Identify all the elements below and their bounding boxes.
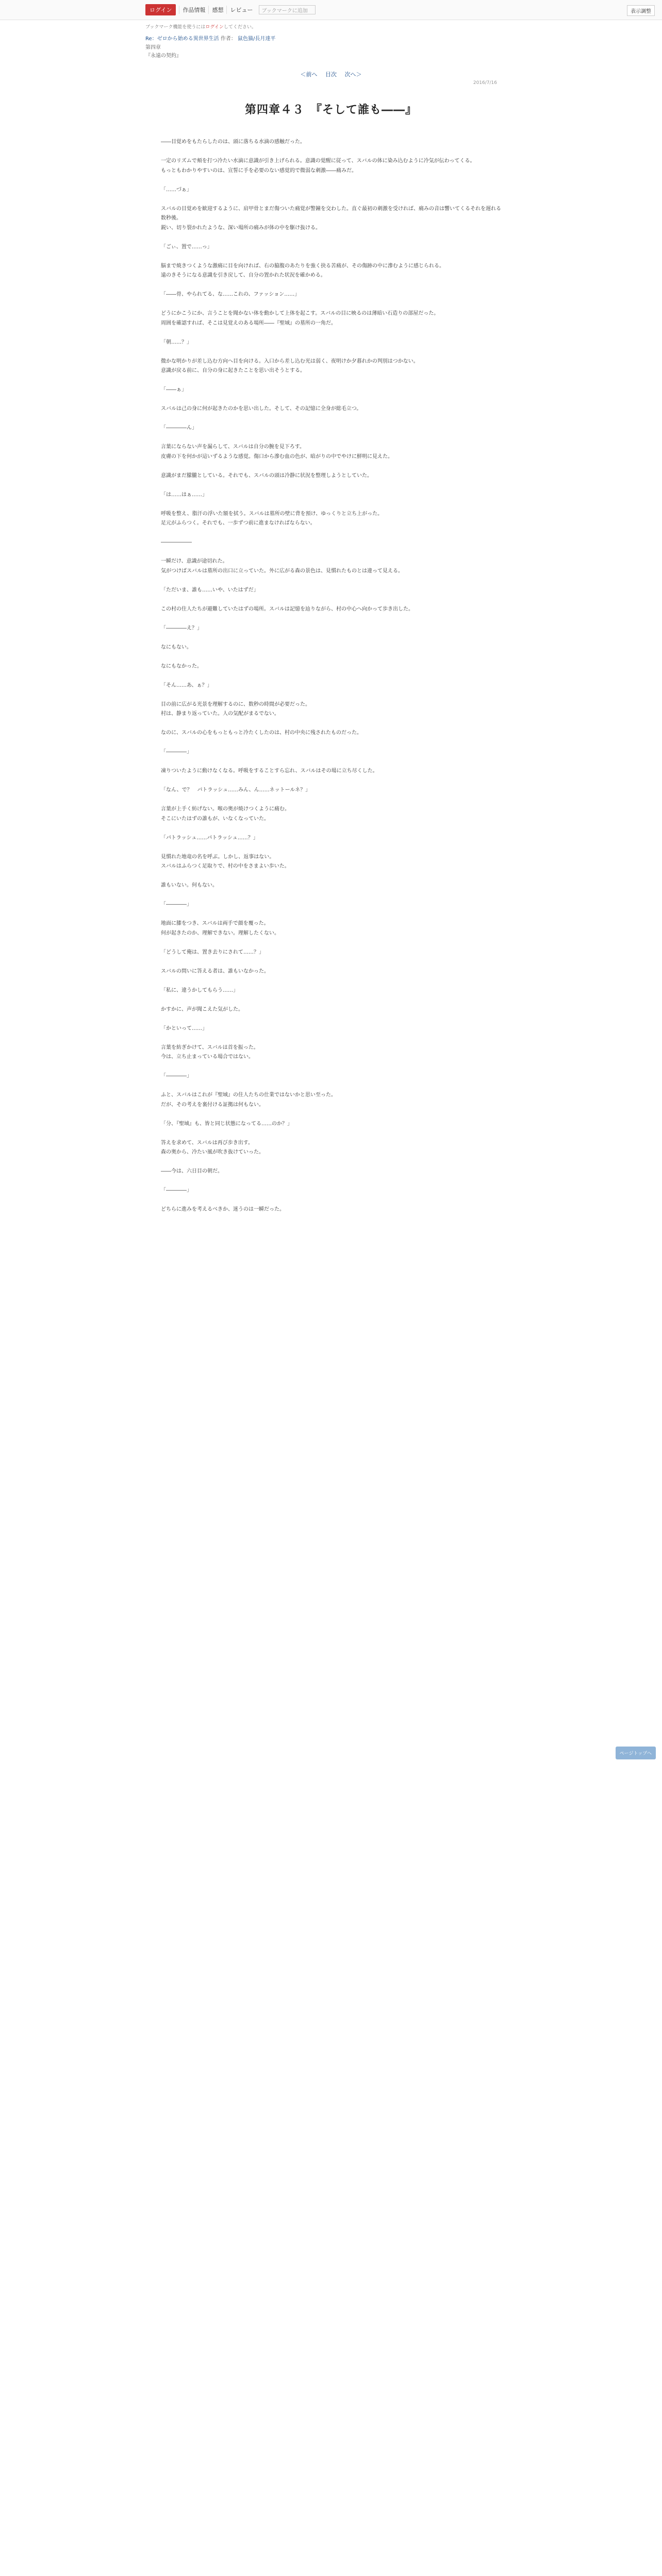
novel-paragraph: 一瞬だけ、意識が途切れた。 — [161, 558, 228, 564]
author-label: 作者： — [220, 36, 236, 42]
novel-paragraph — [161, 776, 501, 786]
novel-paragraph: 意識が戻る前に、自分の身に起きたことを思い出そうとする。 — [161, 368, 305, 374]
novel-paragraph: 森の奥から、冷たい風が吹き抜けていった。 — [161, 1149, 264, 1155]
novel-paragraph — [161, 147, 501, 157]
login-button[interactable]: ログイン — [145, 4, 176, 15]
novel-paragraph: 「――ぁ」 — [161, 387, 187, 393]
chapter-title: 第四章４３ 『そして誰も――』 — [244, 104, 417, 116]
publish-date: 2016/7/16 — [473, 80, 497, 86]
novel-paragraph — [161, 719, 501, 729]
novel-paragraph — [161, 843, 501, 853]
bookmark-login-link[interactable]: ログイン — [205, 25, 224, 30]
novel-paragraph: ふと、スバルはこれが『聖域』の住人たちの仕業ではないかと思い至った。 — [161, 1092, 336, 1098]
novel-paragraph — [161, 595, 501, 605]
novel-paragraph: 脳まで焼きつくような激痛に目を向ければ、右の脇腹のあたりを強く抉る苦痛が、その傷跡の中に滲むように感じられる。 — [161, 263, 444, 269]
top-navigation-bar — [0, 0, 662, 20]
novel-paragraph — [161, 1081, 501, 1091]
novel-paragraph: 皮膚の下を何かが這いずるような感覚。傷口から滲む血の色が、暗がりの中でやけに鮮明に見えた。 — [161, 453, 393, 460]
novel-paragraph — [161, 976, 501, 986]
novel-paragraph — [161, 548, 501, 557]
novel-paragraph — [161, 738, 501, 748]
chapter-pager — [0, 70, 662, 78]
novel-paragraph — [161, 233, 501, 243]
nav-work-info[interactable]: 作品情報 — [179, 6, 208, 14]
author-link[interactable]: 鼠色猫/長月達平 — [238, 36, 276, 42]
novel-paragraph: もっともわかりやすいのは、宣誓に手を必要のない感覚的で微弱な刺激――痛みだ。 — [161, 167, 357, 174]
novel-paragraph: 「――――」 — [161, 902, 192, 907]
novel-paragraph: なにもない。 — [161, 644, 192, 650]
novel-paragraph: スバルの目覚めを歓迎するように、肩甲骨とまだ傷ついた痛覚が警鐘を交わした。直ぐ最初の刺激を受ければ、痛みの音は響いてくるそれを遅れる数秒後。 — [161, 206, 501, 221]
novel-paragraph — [161, 1129, 501, 1139]
nav-impressions[interactable]: 感想 — [208, 6, 226, 14]
novel-paragraph — [161, 433, 501, 443]
novel-paragraph: 足元がふらつく。それでも、一歩ずつ前に進まなければならない。 — [161, 520, 316, 526]
novel-paragraph: 「――――え？」 — [161, 625, 202, 631]
chapter-group: 第四章 — [145, 45, 161, 50]
novel-paragraph — [161, 347, 501, 357]
novel-paragraph: 「――――」 — [161, 1073, 192, 1079]
novel-body — [161, 138, 501, 1215]
novel-paragraph: 「朝……？」 — [161, 339, 192, 345]
novel-paragraph: ――目覚めをもたらしたのは、頭に落ちる水滴の感触だった。 — [161, 139, 305, 145]
series-title-link[interactable]: Re：ゼロから始める異世界生活 — [145, 36, 219, 42]
nav-reviews[interactable]: レビュー — [226, 6, 256, 14]
novel-paragraph — [161, 529, 501, 538]
novel-paragraph — [161, 671, 501, 681]
novel-paragraph: 遠のきそうになる意識を引き戻して、自分の置かれた状況を確かめる。 — [161, 273, 326, 278]
novel-paragraph: そこにいたはずの誰もが、いなくなっていた。 — [161, 816, 269, 822]
novel-paragraph — [161, 481, 501, 490]
novel-paragraph: スバルの問いに答える者は、誰もいなかった。 — [161, 968, 269, 974]
novel-paragraph: 意識がまだ朦朧としている。それでも、スバルの頭は冷静に状況を整理しようとしていた。 — [161, 472, 372, 479]
bookmark-add-button[interactable]: ブックマークに追加 — [259, 5, 316, 14]
table-of-contents-link[interactable]: 目次 — [325, 71, 337, 78]
novel-paragraph: 「ごぃ、置で……っ」 — [161, 244, 212, 250]
novel-paragraph — [161, 633, 501, 643]
novel-paragraph: 「は……はぁ……」 — [161, 492, 207, 498]
novel-paragraph — [161, 462, 501, 471]
novel-paragraph — [161, 414, 501, 424]
novel-paragraph: 「なん、で？ パトラッシュ……みん、ん……ネットールネ？」 — [161, 787, 311, 793]
novel-paragraph: スバルは己の身に何が起きたのかを思い出した。そして、その記憶に全身が総毛立つ。 — [161, 406, 362, 412]
novel-paragraph: 「私に、違うかしてもらう……」 — [161, 987, 238, 993]
next-chapter-link[interactable]: 次へ＞ — [344, 71, 362, 78]
novel-paragraph: どうにかこうにか、言うことを聞かない体を動かして上体を起こす。スバルの目に映るのは薄暗い石造りの部屋だった。 — [161, 311, 439, 316]
novel-paragraph: 言葉を紡ぎかけて、スバルは首を振った。 — [161, 1044, 259, 1050]
novel-paragraph: 一定のリズムで頬を打つ冷たい水滴に意識が引き上げられる。意識の覚醒に従って、スバルの体に染み込むように冷気が伝わってくる。 — [161, 158, 475, 164]
novel-paragraph: ―――――― — [161, 539, 192, 545]
novel-paragraph — [161, 500, 501, 510]
novel-paragraph — [161, 1110, 501, 1120]
novel-paragraph — [161, 891, 501, 901]
novel-paragraph — [161, 1014, 501, 1024]
chapter-subtitle: 『永遠の契約』 — [145, 53, 181, 59]
novel-paragraph: だが、その考えを裏付ける証拠は何もない。 — [161, 1101, 264, 1108]
novel-paragraph: なにもなかった。 — [161, 663, 202, 669]
novel-paragraph — [161, 576, 501, 586]
novel-paragraph — [161, 376, 501, 386]
novel-paragraph: なのに、スバルの心をもっともっと冷たくしたのは、村の中央に残されたものだった。 — [161, 730, 362, 736]
novel-paragraph: 「どうして俺は、置き去りにされて……？」 — [161, 949, 264, 955]
novel-paragraph: 「パトラッシュ……パトラッシュ……？」 — [161, 835, 258, 841]
prev-chapter-link[interactable]: ＜前へ — [300, 71, 318, 78]
novel-paragraph — [161, 824, 501, 834]
novel-paragraph: どちらに進みを考えるべきか、迷うのは一瞬だった。 — [161, 1207, 285, 1212]
series-line — [145, 34, 662, 42]
novel-paragraph: ――今は、六日目の朝だ。 — [161, 1168, 223, 1174]
novel-paragraph: 「かといって……」 — [161, 1025, 207, 1031]
novel-paragraph: 微かな明かりが差し込む方向へ目を向ける。入口から差し込む光は弱く、夜明けか夕暮れかの判別はつかない。 — [161, 358, 419, 364]
novel-header-info — [145, 20, 662, 59]
bookmark-login-note — [145, 23, 662, 30]
novel-paragraph — [161, 281, 501, 291]
novel-paragraph: 答えを求めて、スバルは再び歩き出す。 — [161, 1140, 253, 1146]
novel-paragraph — [161, 795, 501, 805]
novel-paragraph — [161, 195, 501, 205]
novel-paragraph — [161, 395, 501, 405]
novel-paragraph: 何が起きたのか、理解できない。理解したくない。 — [161, 930, 279, 936]
novel-paragraph — [161, 1033, 501, 1043]
page-top-button[interactable]: ページトップへ — [616, 1747, 656, 1759]
novel-paragraph — [161, 957, 501, 967]
novel-paragraph — [161, 1196, 501, 1206]
bookmark-note-suffix: してください。 — [223, 25, 256, 30]
novel-paragraph — [161, 300, 501, 310]
novel-paragraph: 今は、立ち止まっている場合ではない。 — [161, 1054, 254, 1060]
novel-paragraph: 誰もいない。何もない。 — [161, 883, 218, 888]
novel-paragraph — [161, 910, 501, 920]
novel-paragraph — [161, 995, 501, 1005]
novel-paragraph — [161, 1177, 501, 1187]
novel-paragraph — [161, 176, 501, 185]
novel-paragraph: 「――――ん」 — [161, 425, 197, 431]
novel-paragraph: 「――――」 — [161, 1188, 192, 1193]
novel-paragraph — [161, 614, 501, 624]
novel-paragraph: 言葉が上手く紡げない。喉の奥が焼けつくように痛む。 — [161, 806, 290, 812]
novel-paragraph — [161, 938, 501, 948]
novel-paragraph: 呼吸を整え、脂汗の浮いた額を拭う。スバルは墓所の壁に背を預け、ゆっくりと立ち上がった。 — [161, 511, 383, 517]
novel-paragraph: 鋭い、切り裂かれたような、深い場所の痛みが体の中を駆け抜ける。 — [161, 225, 321, 231]
novel-paragraph: 目の前に広がる光景を理解するのに、数秒の時間が必要だった。 — [161, 701, 310, 707]
novel-paragraph: 「ただいま、誰も……いや、いたはずだ」 — [161, 587, 259, 593]
novel-paragraph — [161, 328, 501, 338]
novel-paragraph — [161, 652, 501, 662]
bookmark-note-prefix: ブックマーク機能を使うには — [145, 25, 206, 30]
novel-paragraph: 周囲を確認すれば、そこは見覚えのある場所――『聖域』の墓所の一角だ。 — [161, 320, 336, 326]
top-nav-left — [145, 4, 316, 15]
novel-paragraph: 村は、静まり返っていた。人の気配がまるでない。 — [161, 711, 279, 717]
novel-paragraph: 「分、『聖域』も、皆と同じ状態になってる……のか？」 — [161, 1121, 292, 1127]
novel-paragraph: かすかに、声が聞こえた気がした。 — [161, 1006, 243, 1012]
novel-paragraph: 地面に膝をつき、スバルは両手で顔を覆った。 — [161, 921, 269, 926]
novel-paragraph: 言葉にならない声を漏らして、スバルは自分の腕を見下ろす。 — [161, 444, 305, 450]
novel-paragraph: この村の住人たちが避難していたはずの場所。スバルは記憶を辿りながら、村の中心へ向かって歩き出した。 — [161, 606, 413, 612]
novel-paragraph: 凍りついたように動けなくなる。呼吸をすることすら忘れ、スバルはその場に立ち尽くした。 — [161, 768, 378, 774]
novel-paragraph — [161, 872, 501, 882]
novel-paragraph — [161, 757, 501, 767]
novel-paragraph — [161, 1062, 501, 1072]
novel-paragraph: 「そん……あ、ぁ？」 — [161, 682, 212, 688]
novel-paragraph: 見慣れた地竜の名を呼ぶ。しかし、返事はない。 — [161, 854, 275, 860]
novel-paragraph: 「――――」 — [161, 749, 192, 755]
novel-paragraph: スバルはふらつく足取りで、村の中をさまよい歩いた。 — [161, 863, 290, 869]
novel-paragraph — [161, 252, 501, 262]
novel-paragraph: 気がつけばスバルは墓所の出口に立っていた。外に広がる森の景色は、見慣れたものとは違って見える。 — [161, 568, 403, 574]
novel-paragraph: 「――骨、やられてる、な……これの、ファッション……」 — [161, 292, 300, 297]
novel-paragraph — [161, 690, 501, 700]
display-settings-button[interactable]: 表示調整 — [627, 5, 655, 16]
novel-paragraph — [161, 1158, 501, 1167]
novel-paragraph: 「……づぁ」 — [161, 187, 192, 193]
